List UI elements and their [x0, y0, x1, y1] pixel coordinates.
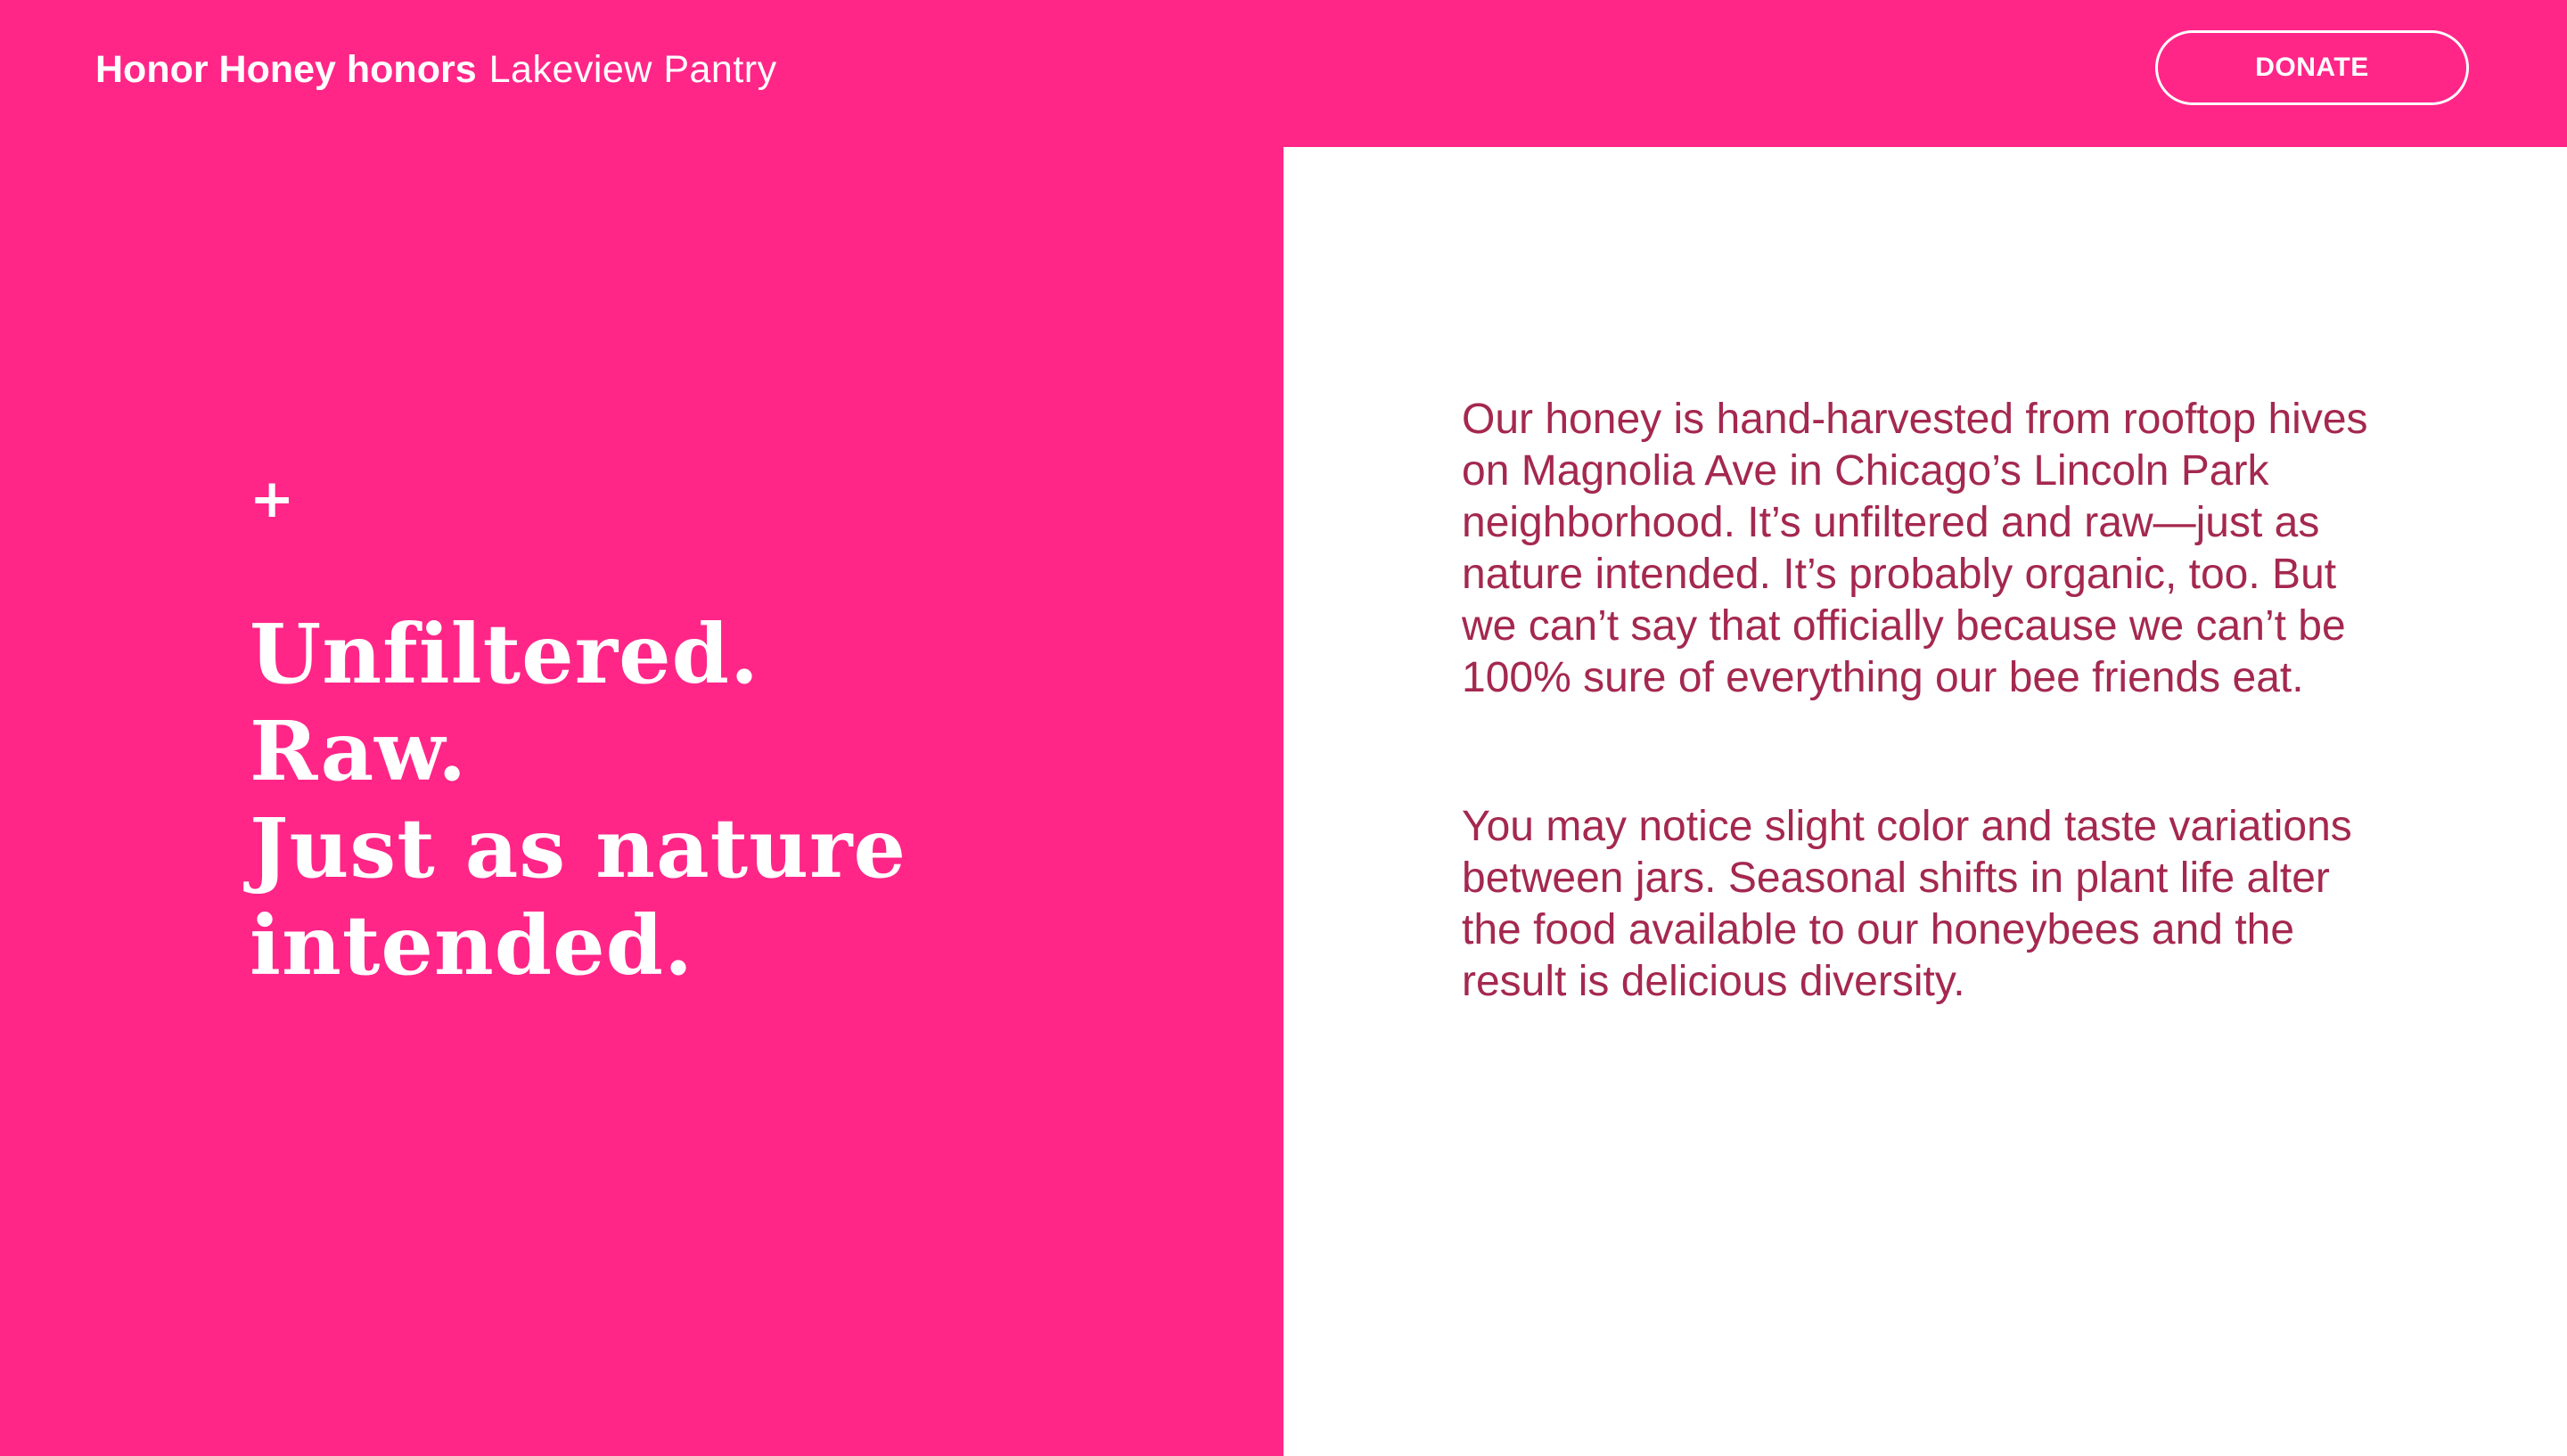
headline-line: Unfiltered.	[250, 606, 759, 702]
hero-headline	[250, 606, 1230, 994]
headline-line: Just as nature	[250, 800, 907, 896]
brand-honoree: Lakeview Pantry	[488, 48, 777, 91]
headline-line: Raw.	[250, 703, 468, 799]
headline-line: intended.	[250, 897, 693, 994]
variation-paragraph: You may notice slight color and taste variations between jars. Seasonal shifts in plant life alter the food available to our honeybees and the result is delicious diversity.	[1462, 803, 2352, 1005]
donate-button[interactable]: DONATE	[2155, 30, 2469, 105]
plus-icon: +	[250, 468, 295, 530]
brand-name: Honor Honey honors	[95, 48, 477, 91]
top-bar	[0, 0, 2567, 147]
description-paragraph: Our honey is hand-harvested from rooftop hives on Magnolia Ave in Chicago’s Lincoln Park neighborhood. It’s unfiltered and raw—just as nature intended. It’s probably organic, too. But we can’t say that officially because we can’t be 100% sure of everything our bee friends eat.	[1462, 396, 2368, 701]
brand-title[interactable]	[95, 46, 777, 93]
